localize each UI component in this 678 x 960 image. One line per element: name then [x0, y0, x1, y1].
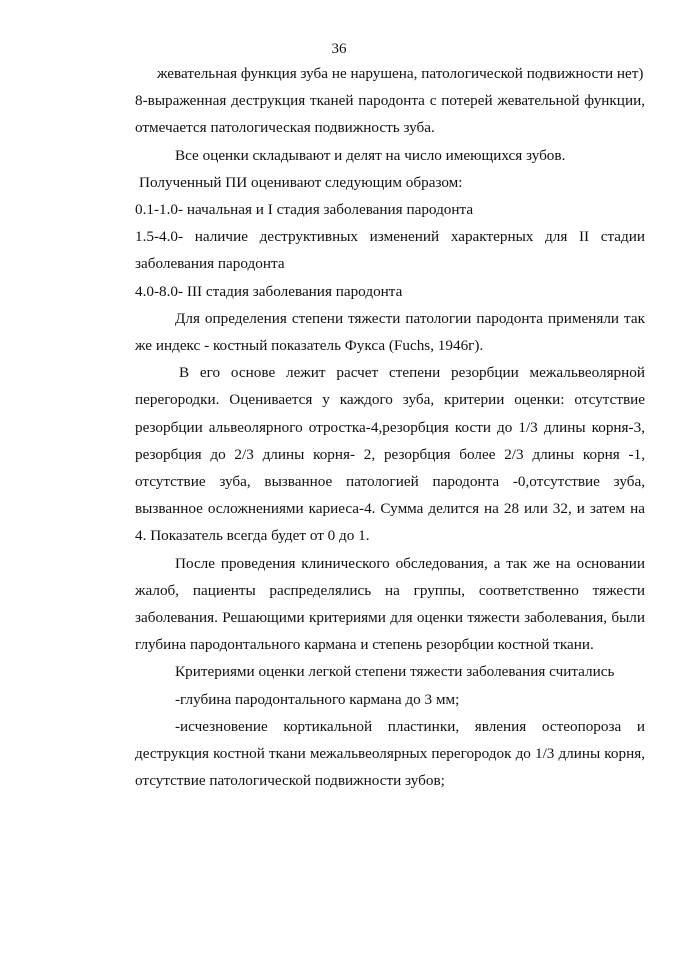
paragraph-list-continuation: жевательная функция зуба не нарушена, патологической подвижности нет): [157, 65, 644, 82]
paragraph-fuchs-index: Для определения степени тяжести патологии пародонта применяли так же индекс - костный показатель Фукса (Fuchs, 1946г).: [135, 309, 645, 355]
paragraph-resorption-criteria: В его основе лежит расчет степени резорбции межальвеолярной перегородки. Оценивается у каждого зуба, критерии оценки: отсутствие резорбции альвеолярного отростка-4,резорбция кости до 1/3 длины корня-3, резорбция до 2/3 длины корня- 2, резорбция более 2/3 длины корня -1, отсутствие зуба, вызванное патологией пародонта -0,отсутствие зуба, вызванное осложнениями кариеса-4. Сумма делится на 28 или 32, и затем на 4. Показатель всегда будет от 0 до 1.: [135, 364, 645, 545]
body-text: [135, 60, 645, 794]
paragraph-cortical-plate: -исчезновение кортикальной пластинки, явления остеопороза и деструкция костной ткани межальвеолярных перегородок до 1/3 длины корня, отсутствие патологической подвижности зубов;: [135, 717, 645, 790]
paragraph-clinical-exam: После проведения клинического обследования, а так же на основании жалоб, пациенты распределялись на группы, соответственно тяжести заболевания. Решающими критериями для оценки тяжести заболевания, были глубина пародонтального кармана и степень резорбции костной ткани.: [135, 554, 645, 654]
paragraph-pocket-depth: -глубина пародонтального кармана до 3 мм;: [175, 690, 460, 708]
paragraph-pi-evaluation: Полученный ПИ оценивают следующим образом:: [139, 173, 463, 191]
paragraph-stage-1: 0.1-1.0- начальная и I стадия заболевания пародонта: [135, 201, 474, 219]
page-number: 36: [331, 41, 347, 57]
paragraph-stage-2: 1.5-4.0- наличие деструктивных изменений характерных для II стадии заболевания пародонта: [135, 228, 645, 273]
paragraph-score-8: 8-выраженная деструкция тканей пародонта с потерей жевательной функции, отмечается патологическая подвижность зуба.: [135, 92, 645, 137]
paragraph-mild-criteria: Критериями оценки легкой степени тяжести заболевания считались: [175, 663, 615, 681]
paragraph-sum-scores: Все оценки складывают и делят на число имеющихся зубов.: [175, 146, 566, 164]
paragraph-stage-3: 4.0-8.0- III стадия заболевания пародонта: [135, 282, 403, 300]
